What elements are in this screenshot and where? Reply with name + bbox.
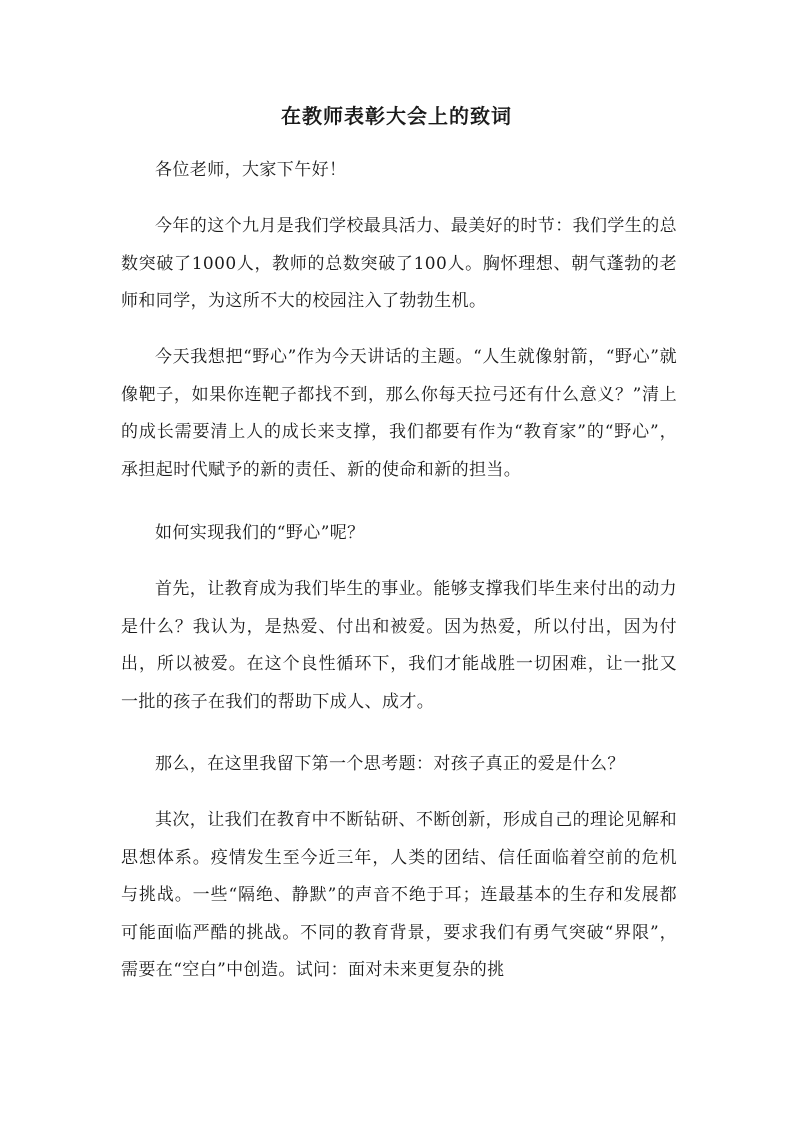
- paragraph-september: 今年的这个九月是我们学校最具活力、最美好的时节：我们学生的总数突破了1000人，教师的总数突破了100人。胸怀理想、朝气蓬勃的老师和同学，为这所不大的校园注入了勃勃生机。: [121, 216, 677, 311]
- paragraph-ambition-theme: 今天我想把“野心”作为今天讲话的主题。“人生就像射箭，“野心”就像靶子，如果你连靶子都找不到，那么你每天拉弓还有什么意义？”清上的成长需要清上人的成长来支撑，我们都要有作为“教育家”的“野心”，承担起时代赋予的新的责任、新的使命和新的担当。: [121, 347, 677, 480]
- paragraph-question: 如何实现我们的“野心”呢？: [155, 523, 365, 543]
- document-title: 在教师表彰大会上的致词: [281, 104, 512, 128]
- paragraph-greeting: 各位老师，大家下午好！: [155, 160, 347, 180]
- paragraph-first-point: 首先，让教育成为我们毕生的事业。能够支撑我们毕生来付出的动力是什么？我认为，是热爱、付出和被爱。因为热爱，所以付出，因为付出，所以被爱。在这个良性循环下，我们才能战胜一切困难，让一批又一批的孩子在我们的帮助下成人、成才。: [121, 579, 677, 712]
- paragraph-first-question: 那么，在这里我留下第一个思考题：对孩子真正的爱是什么？: [155, 754, 625, 774]
- paragraph-second-point: 其次，让我们在教育中不断钻研、不断创新，形成自己的理论见解和思想体系。疫情发生至今近三年，人类的团结、信任面临着空前的危机与挑战。一些“隔绝、静默”的声音不绝于耳；连最基本的生存和发展都可能面临严酷的挑战。不同的教育背景，要求我们有勇气突破“界限”，需要在“空白”中创造。试问：面对未来更复杂的挑: [121, 810, 677, 980]
